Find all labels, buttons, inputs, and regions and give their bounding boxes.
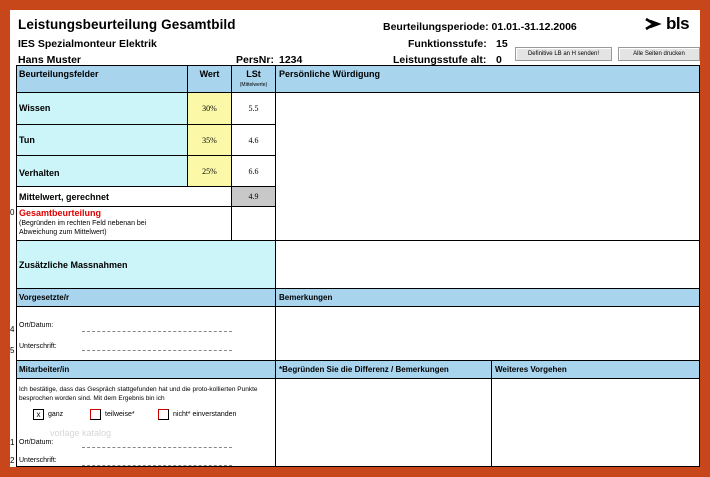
row-number: 4 <box>10 325 15 334</box>
header-lst-label: LSt <box>246 69 261 79</box>
header-wert-cell <box>188 66 232 93</box>
row-number: 0 <box>10 208 15 217</box>
header-fields-label: Beurteilungsfelder <box>19 69 99 79</box>
header-lst-cell <box>232 66 276 93</box>
header-fields-cell <box>17 66 188 93</box>
function-level-label: Funktionsstufe: <box>408 38 487 50</box>
difference-title: *Begründen Sie die Differenz / Bemerkungen <box>279 365 449 374</box>
confirm-text: Ich bestätige, dass das Gespräch stattgefunden hat und die proto-kollierten Punkte besprochen worden sind. Mit dem Ergebnis bin ich <box>19 386 258 402</box>
row-wissen-lst: 5.5 <box>232 93 276 125</box>
row-wissen-label-cell <box>17 93 188 125</box>
bls-logo <box>644 14 689 34</box>
row-tun-label: Tun <box>19 135 35 145</box>
employee-place-label: Ort/Datum: <box>19 439 54 446</box>
remarks-header-cell <box>276 289 700 307</box>
page-title: Leistungsbeurteilung Gesamtbild <box>18 17 236 32</box>
supervisor-sign-line[interactable] <box>82 350 232 351</box>
bls-logo-icon <box>644 17 664 31</box>
difference-field[interactable] <box>276 379 492 467</box>
personal-appraisal-field[interactable] <box>276 93 700 241</box>
checkbox-full[interactable]: x <box>33 409 44 420</box>
supervisor-place-label: Ort/Datum: <box>19 322 54 329</box>
gesamt-label: Gesamtbeurteilung <box>19 208 102 218</box>
opt-full-label: ganz <box>48 411 64 418</box>
gesamt-note: (Begründen im rechten Feld nebenan bei Abweichung zum Mittelwert) <box>19 220 147 236</box>
header-personal-label: Persönliche Würdigung <box>279 69 381 79</box>
row-verhalten-label: Verhalten <box>19 168 60 178</box>
employee-header-cell <box>17 361 276 379</box>
employee-place-line[interactable] <box>82 447 232 448</box>
supervisor-title: Vorgesetzte/r <box>19 293 70 302</box>
checkbox-none[interactable] <box>158 409 169 420</box>
next-steps-title: Weiteres Vorgehen <box>495 365 567 374</box>
supervisor-place-line[interactable] <box>82 331 232 332</box>
row-verhalten-lst: 6.6 <box>232 156 276 187</box>
department-label: IES Spezialmonteur Elektrik <box>18 38 157 50</box>
row-verhalten-wert[interactable]: 25% <box>188 156 232 187</box>
mittelwert-label: Mittelwert, gerechnet <box>19 192 110 202</box>
employee-sign-line[interactable] <box>82 465 232 466</box>
row-wissen-wert[interactable]: 30% <box>188 93 232 125</box>
gesamt-label-cell <box>17 207 232 241</box>
old-level-label: Leistungsstufe alt: <box>393 54 487 66</box>
row-tun-label-cell <box>17 125 188 156</box>
row-number: 5 <box>10 346 15 355</box>
massnahmen-label-cell <box>17 241 276 289</box>
row-verhalten-label-cell <box>17 156 188 187</box>
header-wert-label: Wert <box>199 69 220 79</box>
opt-none-label: nicht* einverstanden <box>173 411 237 418</box>
employee-title: Mitarbeiter/in <box>19 365 70 374</box>
bls-logo-text: bls <box>666 14 690 33</box>
supervisor-header-cell <box>17 289 276 307</box>
remarks-title: Bemerkungen <box>279 293 333 302</box>
employee-sign-label: Unterschrift: <box>19 457 57 464</box>
supervisor-sign-cell <box>17 307 276 361</box>
send-lb-button[interactable]: Definitive LB an H senden! <box>515 47 612 61</box>
row-wissen-label: Wissen <box>19 103 51 113</box>
massnahmen-label: Zusätzliche Massnahmen <box>19 260 128 270</box>
spreadsheet-sheet <box>10 10 700 467</box>
row-tun-lst: 4.6 <box>232 125 276 156</box>
next-steps-field[interactable] <box>492 379 700 467</box>
difference-header-cell <box>276 361 492 379</box>
next-steps-header-cell <box>492 361 700 379</box>
checkbox-partial[interactable] <box>90 409 101 420</box>
watermark-text: vorlage katalog <box>50 428 112 438</box>
function-level-value: 15 <box>496 38 508 50</box>
employee-name: Hans Muster <box>18 54 82 66</box>
massnahmen-field[interactable] <box>276 241 700 289</box>
mittelwert-value: 4.9 <box>232 187 276 207</box>
employee-sign-cell <box>17 379 276 467</box>
row-tun-wert[interactable]: 35% <box>188 125 232 156</box>
supervisor-sign-label: Unterschrift: <box>19 343 57 350</box>
remarks-field[interactable] <box>276 307 700 361</box>
mittelwert-label-cell <box>17 187 232 207</box>
row-number: 2 <box>10 456 15 465</box>
persnr-value: 1234 <box>279 54 303 66</box>
gesamt-value-field[interactable] <box>232 207 276 241</box>
period-label: Beurteilungsperiode: 01.01.-31.12.2006 <box>383 21 577 33</box>
old-level-value: 0 <box>496 54 502 66</box>
header-lst-sublabel: (Mittelwerte) <box>239 82 268 88</box>
opt-partial-label: teilweise* <box>105 411 135 418</box>
header-personal-cell <box>276 66 700 93</box>
persnr-label: PersNr: <box>236 54 274 66</box>
row-number: 1 <box>10 438 15 447</box>
print-all-button[interactable]: Alle Seiten drucken <box>618 47 700 61</box>
